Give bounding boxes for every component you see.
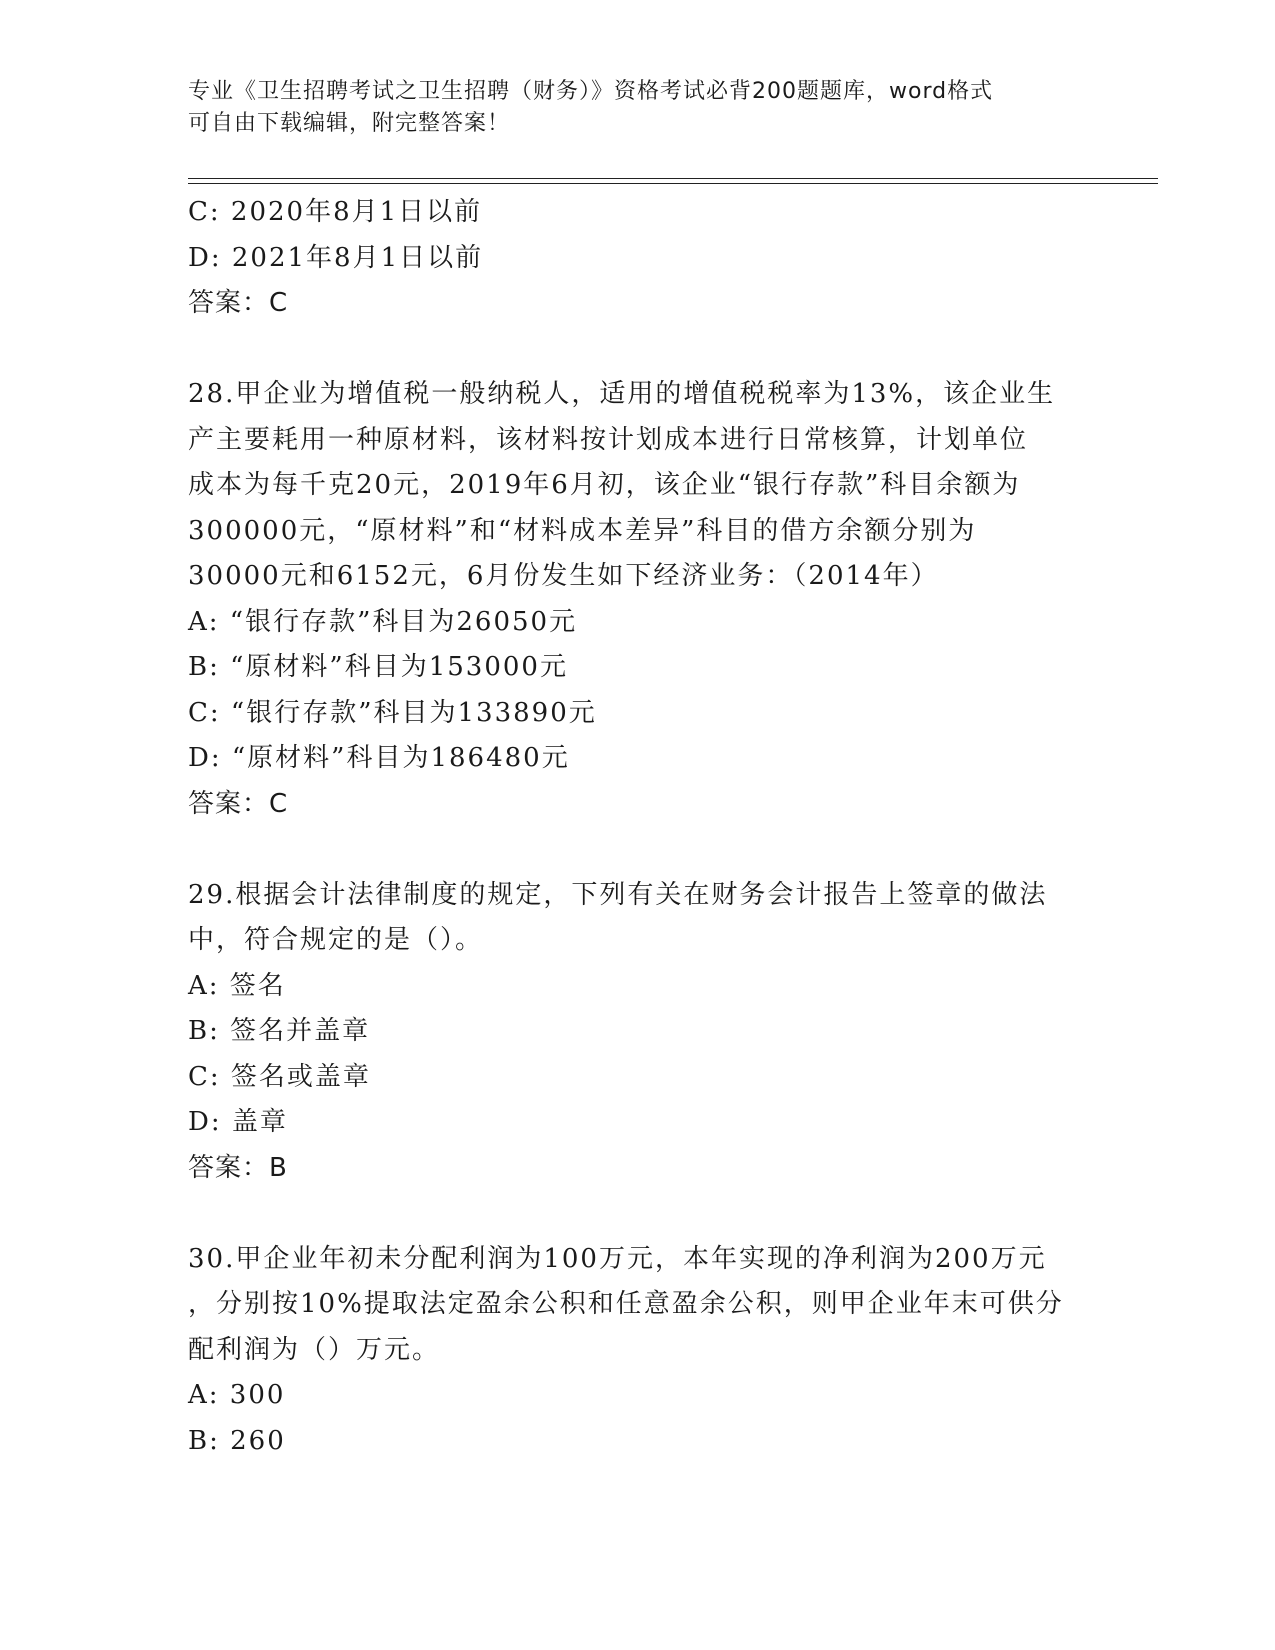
question-stem-line: 300000元，“原材料”和“材料成本差异”科目的借方余额分别为 [188,515,977,546]
question-stem-line: 30.甲企业年初未分配利润为100万元，本年实现的净利润为200万元 [188,1243,1047,1274]
question-stem-line: 29.根据会计法律制度的规定，下列有关在财务会计报告上签章的做法 [188,879,1048,910]
question-stem-line: 产主要耗用一种原材料，该材料按计划成本进行日常核算，计划单位 [188,424,1029,455]
question-stem-line: 中，符合规定的是（）。 [188,925,484,955]
option-c: C: “银行存款”科目为133890元 [188,697,597,728]
option-a: A: 300 [188,1380,286,1410]
option-c: C: 签名或盖章 [188,1061,371,1092]
answer: 答案：B [188,1152,288,1183]
option-d: D: 盖章 [188,1107,288,1137]
header-divider-bottom [188,183,1158,184]
question-27 [188,190,1088,327]
header-divider-top [188,178,1158,179]
document-header [188,76,1088,140]
option-b: B: “原材料”科目为153000元 [188,652,568,682]
question-28 [188,372,1088,827]
option-a: A: 签名 [188,970,286,1001]
header-line-2: 可自由下载编辑，附完整答案！ [188,111,511,136]
question-29 [188,873,1088,1192]
question-stem-line: 配利润为（）万元。 [188,1334,441,1365]
option-d: D: “原材料”科目为186480元 [188,743,570,773]
answer: 答案：C [188,788,289,819]
header-line-1: 专业《卫生招聘考试之卫生招聘（财务）》资格考试必背200题题库，word格式 [188,79,994,104]
option-d: D: 2021年8月1日以前 [188,242,484,273]
option-a: A: “银行存款”科目为26050元 [188,606,578,637]
question-30 [188,1237,1088,1465]
question-stem-line: 28.甲企业为增值税一般纳税人，适用的增值税税率为13%，该企业生 [188,379,1056,409]
question-stem-line: ，分别按10%提取法定盈余公积和任意盈余公积，则甲企业年末可供分 [188,1289,1064,1319]
option-b: B: 签名并盖章 [188,1016,371,1046]
question-stem-line: 成本为每千克20元，2019年6月初，该企业“银行存款”科目余额为 [188,470,1021,500]
question-stem-line: 30000元和6152元，6月份发生如下经济业务：（2014年） [188,561,939,591]
option-c: C: 2020年8月1日以前 [188,197,483,227]
option-b: B: 260 [188,1425,286,1456]
question-content [188,190,1088,1464]
answer: 答案：C [188,288,289,318]
